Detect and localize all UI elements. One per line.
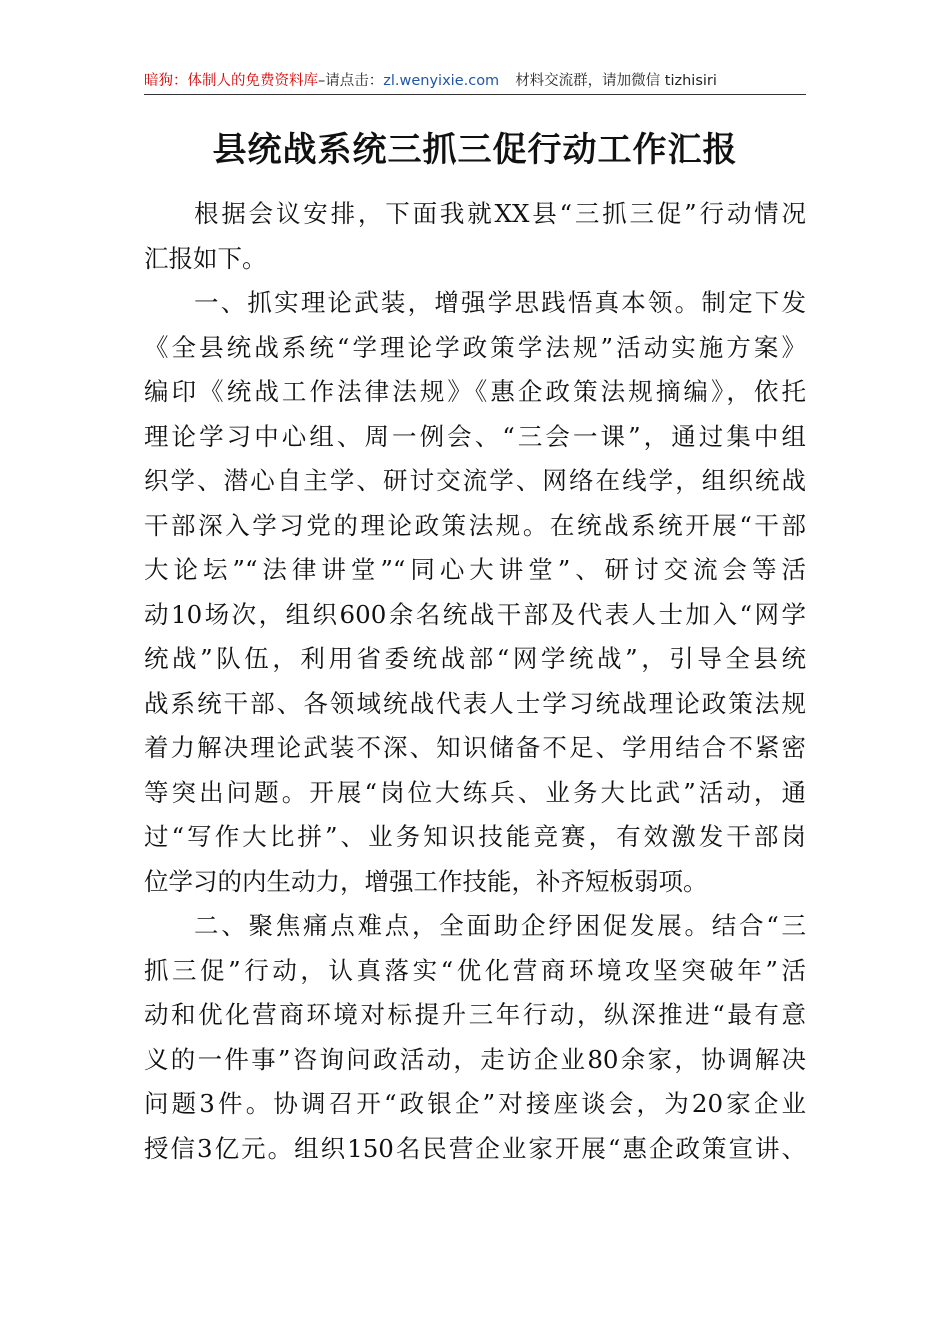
header-divider <box>144 94 806 95</box>
body-line: 统战”队伍，利用省委统战部“网学统战”，引导全县统 <box>144 644 806 673</box>
body-line: 动和优化营商环境对标提升三年行动，纵深推进“最有意 <box>144 1000 806 1029</box>
body-line: 二、聚焦痛点难点，全面助企纾困促发展。结合“三 <box>194 911 806 940</box>
body-line: 织学、潜心自主学、研讨交流学、网络在线学，组织统战 <box>144 466 806 495</box>
body-line: 着力解决理论武装不深、知识储备不足、学用结合不紧密 <box>144 733 806 762</box>
body-line: 战系统干部、各领域统战代表人士学习统战理论政策法规 <box>144 688 806 718</box>
body-line: 位学习的内生动力，增强工作技能，补齐短板弱项。 <box>144 866 708 896</box>
document-body <box>144 192 806 1171</box>
header-group-note: 材料交流群，请加微信 tizhisiri <box>515 73 717 89</box>
body-line: 义的一件事”咨询问政活动，走访企业80余家，协调解决 <box>144 1044 806 1074</box>
body-line: 大论坛”“法律讲堂”“同心大讲堂”、研讨交流会等活 <box>144 555 806 584</box>
header-brand: 暗狗：体制人的免费资料库 <box>144 73 318 89</box>
body-line: 编印《统战工作法律法规》《惠企政策法规摘编》，依托 <box>144 377 806 406</box>
body-line: 问题3件。协调召开“政银企”对接座谈会，为20家企业 <box>144 1089 806 1118</box>
body-line: 干部深入学习党的理论政策法规。在统战系统开展“干部 <box>144 510 806 540</box>
body-line: 理论学习中心组、周一例会、“三会一课”，通过集中组 <box>144 421 806 451</box>
document-title: 县统战系统三抓三促行动工作汇报 <box>212 130 738 170</box>
page-header <box>144 70 806 92</box>
body-line: 一、抓实理论武装，增强学思践悟真本领。制定下发 <box>194 288 806 317</box>
body-line: 过“写作大比拼”、业务知识技能竞赛，有效激发干部岗 <box>144 822 806 851</box>
body-line: 《全县统战系统“学理论学政策学法规”活动实施方案》 <box>144 332 806 362</box>
body-line: 根据会议安排，下面我就XX县“三抓三促”行动情况 <box>194 199 806 228</box>
header-url-link[interactable]: zl.wenyixie.com <box>383 73 500 89</box>
header-click-label: –请点击： <box>318 73 384 89</box>
body-line: 等突出问题。开展“岗位大练兵、业务大比武”活动，通 <box>144 777 806 807</box>
body-line: 授信3亿元。组织150名民营企业家开展“惠企政策宣讲、 <box>144 1133 806 1163</box>
body-line: 抓三促”行动，认真落实“优化营商环境攻坚突破年”活 <box>144 955 806 985</box>
body-line: 动10场次，组织600余名统战干部及代表人士加入“网学 <box>144 599 806 629</box>
body-line: 汇报如下。 <box>144 243 267 273</box>
